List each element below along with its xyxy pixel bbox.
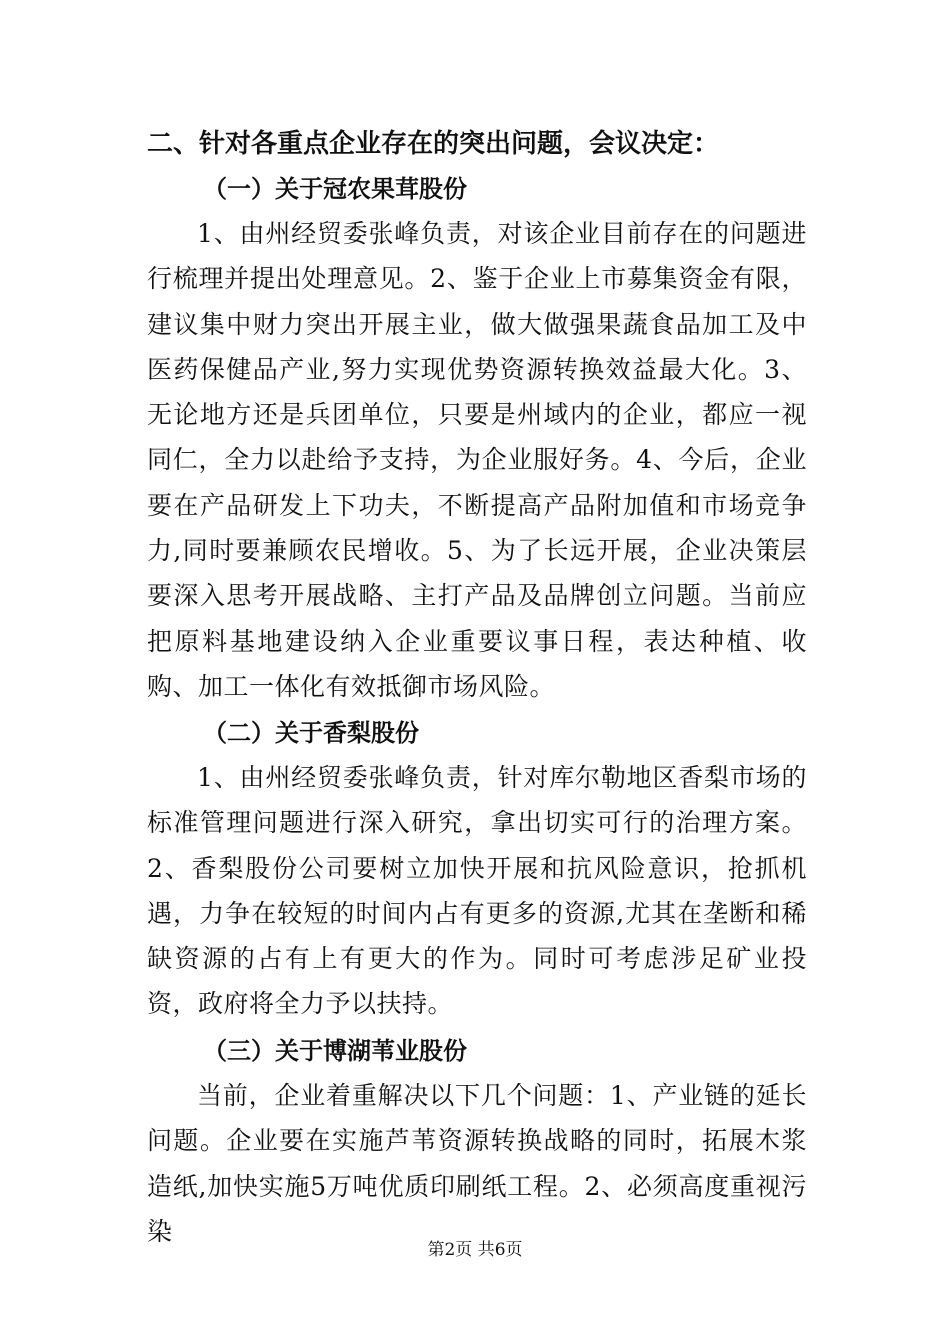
paragraph-bohu: 当前，企业着重解决以下几个问题：1、产业链的延长问题。企业要在实施芦苇资源转换战略的同时，拓展木浆造纸,加快实施5万吨优质印刷纸工程。2、必须高度重视污染 [147, 1081, 807, 1246]
section-heading: 二、针对各重点企业存在的突出问题，会议决定： [147, 129, 720, 159]
paragraph-xiangli: 1、由州经贸委张峰负责，针对库尔勒地区香梨市场的标准管理问题进行深入研究，拿出切实可行的治理方案。2、香梨股份公司要树立加快开展和抗风险意识，抢抓机遇，力争在较短的时间内占有更多的资源,尤其在垄断和稀缺资源的占有上有更大的作为。同时可考虑涉足矿业投资，政府将全力予以扶持。 [147, 763, 807, 1019]
page-number-footer: 第2页 共6页 [427, 1240, 523, 1260]
subsection-title-guannong: （一）关于冠农果茸股份 [203, 175, 467, 203]
subsection-title-xiangli: （二）关于香梨股份 [203, 719, 419, 747]
paragraph-guannong: 1、由州经贸委张峰负责，对该企业目前存在的问题进行梳理并提出处理意见。2、鉴于企业上市募集资金有限，建议集中财力突出开展主业，做大做强果蔬食品加工及中医药保健品产业,努力实现优势资源转换效益最大化。3、无论地方还是兵团单位，只要是州域内的企业，都应一视同仁，全力以赴给予支持，为企业服好务。4、今后，企业要在产品研发上下功夫，不断提高产品附加值和市场竞争力,同时要兼顾农民增收。5、为了长远开展，企业决策层要深入思考开展战略、主打产品及品牌创立问题。当前应把原料基地建设纳入企业重要议事日程，表达种植、收购、加工一体化有效抵御市场风险。 [147, 219, 807, 701]
subsection-title-bohu: （三）关于博湖苇业股份 [203, 1037, 467, 1065]
